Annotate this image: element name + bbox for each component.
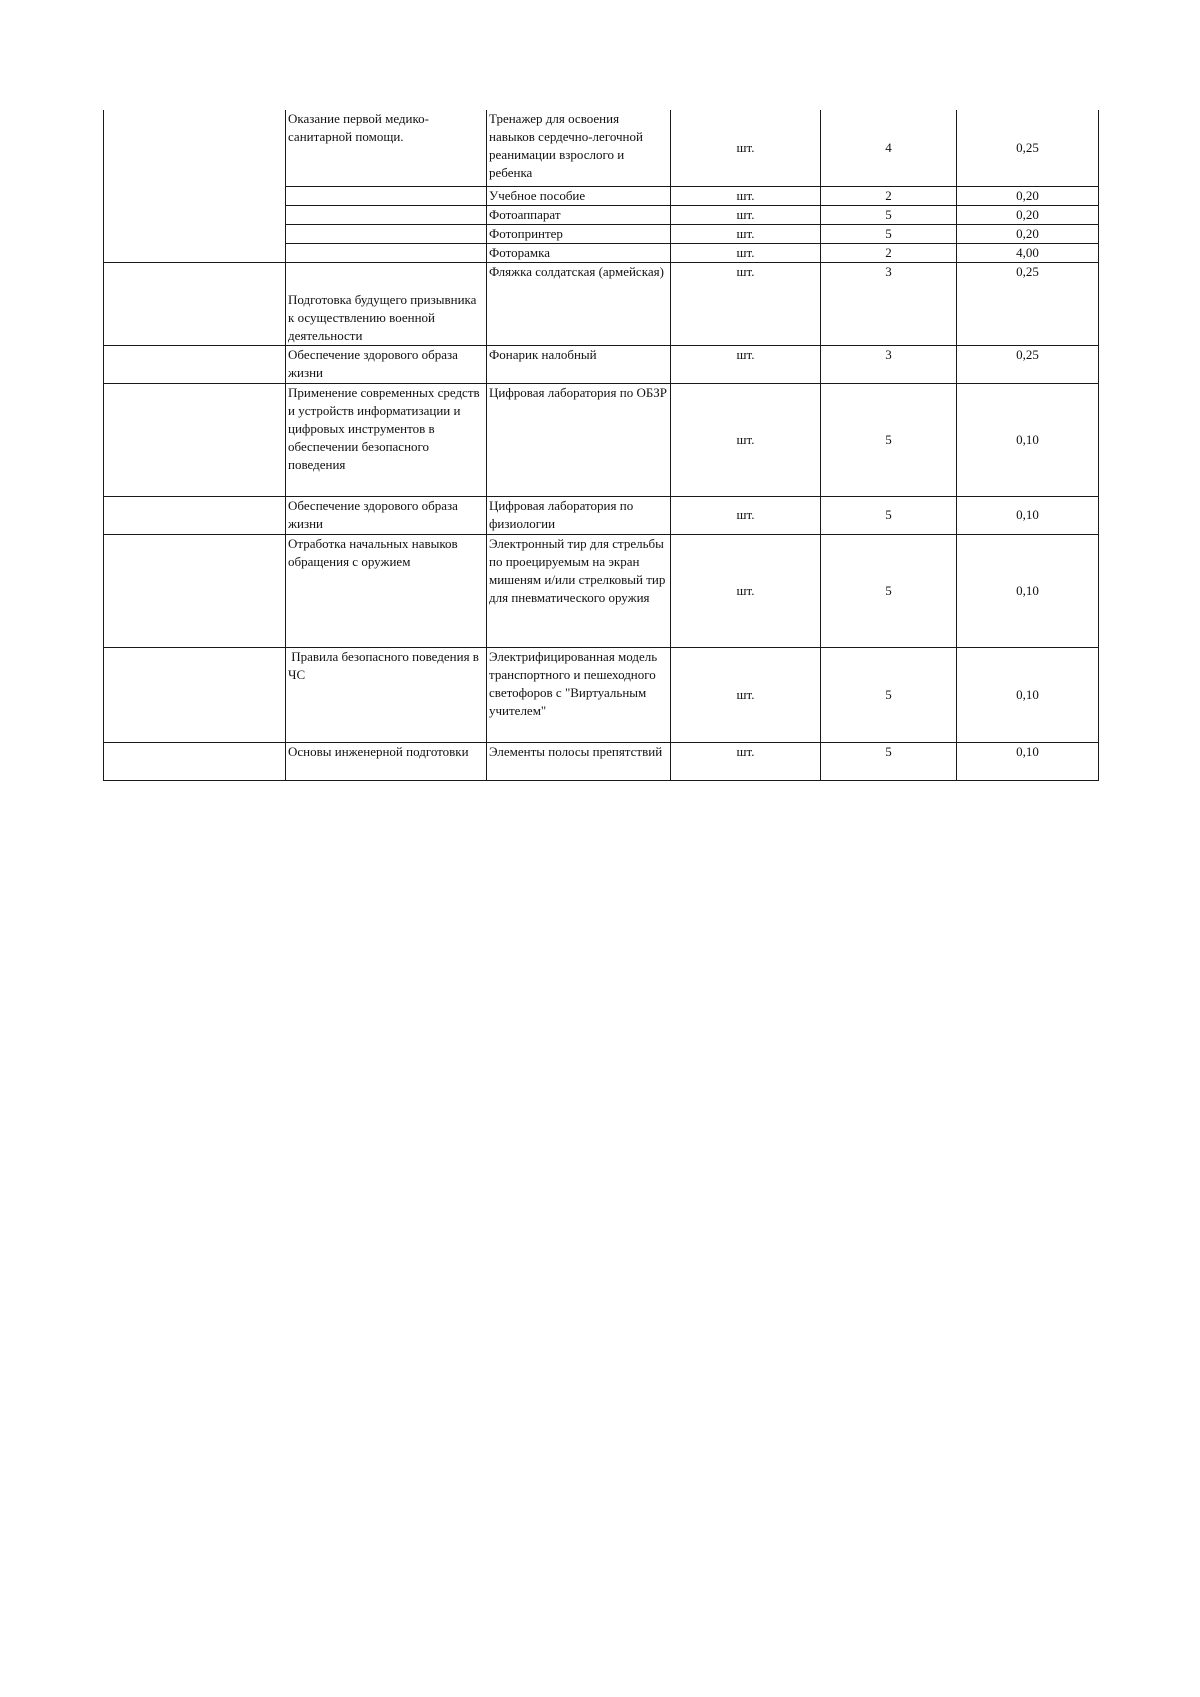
unit-cell: шт. (671, 205, 821, 224)
empty-cell (104, 647, 286, 742)
item-cell: Тренажер для освоения навыков сердечно-легочной реанимации взрослого и ребенка (487, 110, 671, 186)
qty-cell: 5 (821, 383, 957, 496)
topic-cell: Отработка начальных навыков обращения с оружием (286, 534, 487, 647)
unit-cell: шт. (671, 647, 821, 742)
table-row (104, 534, 1099, 647)
unit-cell: шт. (671, 345, 821, 383)
qty-cell: 5 (821, 647, 957, 742)
coef-cell: 0,25 (957, 262, 1099, 345)
item-cell: Цифровая лаборатория по физиологии (487, 496, 671, 534)
empty-cell (104, 496, 286, 534)
coef-cell: 0,25 (957, 110, 1099, 186)
empty-cell (104, 534, 286, 647)
unit-cell: шт. (671, 186, 821, 205)
qty-cell: 3 (821, 262, 957, 345)
item-cell: Фотоаппарат (487, 205, 671, 224)
topic-cell: Обеспечение здорового образа жизни (286, 345, 487, 383)
unit-cell: шт. (671, 742, 821, 780)
item-cell: Электрифицированная модель транспортного и пешеходного светофоров с "Виртуальным учителем" (487, 647, 671, 742)
unit-cell: шт. (671, 110, 821, 186)
qty-cell: 3 (821, 345, 957, 383)
unit-cell: шт. (671, 262, 821, 345)
coef-cell: 0,10 (957, 383, 1099, 496)
item-cell: Фотопринтер (487, 224, 671, 243)
qty-cell: 4 (821, 110, 957, 186)
qty-cell: 5 (821, 205, 957, 224)
empty-cell (104, 742, 286, 780)
coef-cell: 0,20 (957, 186, 1099, 205)
coef-cell: 0,10 (957, 534, 1099, 647)
qty-cell: 5 (821, 742, 957, 780)
topic-cell (286, 205, 487, 224)
unit-cell: шт. (671, 383, 821, 496)
item-cell: Фляжка солдатская (армейская) (487, 262, 671, 345)
coef-cell: 0,20 (957, 205, 1099, 224)
qty-cell: 5 (821, 496, 957, 534)
topic-cell: Обеспечение здорового образа жизни (286, 496, 487, 534)
topic-cell: Подготовка будущего призывника к осуществлению военной деятельности (286, 262, 487, 345)
unit-cell: шт. (671, 534, 821, 647)
item-cell: Учебное пособие (487, 186, 671, 205)
empty-cell (104, 110, 286, 262)
table-row (104, 345, 1099, 383)
coef-cell: 0,20 (957, 224, 1099, 243)
unit-cell: шт. (671, 243, 821, 262)
item-cell: Фоторамка (487, 243, 671, 262)
coef-cell: 4,00 (957, 243, 1099, 262)
topic-cell: Применение современных средств и устройств информатизации и цифровых инструментов в обеспечении безопасного поведения (286, 383, 487, 496)
unit-cell: шт. (671, 496, 821, 534)
qty-cell: 5 (821, 534, 957, 647)
qty-cell: 2 (821, 243, 957, 262)
qty-cell: 2 (821, 186, 957, 205)
topic-cell (286, 243, 487, 262)
empty-cell (104, 383, 286, 496)
coef-cell: 0,10 (957, 496, 1099, 534)
table-row (104, 383, 1099, 496)
item-cell: Элементы полосы препятствий (487, 742, 671, 780)
topic-cell: Оказание первой медико-санитарной помощи. (286, 110, 487, 186)
coef-cell: 0,10 (957, 647, 1099, 742)
topic-cell: Правила безопасного поведения в ЧС (286, 647, 487, 742)
coef-cell: 0,25 (957, 345, 1099, 383)
topic-cell: Основы инженерной подготовки (286, 742, 487, 780)
empty-cell (104, 345, 286, 383)
table-row (104, 496, 1099, 534)
equipment-table (103, 110, 1099, 781)
topic-cell (286, 186, 487, 205)
coef-cell: 0,10 (957, 742, 1099, 780)
qty-cell: 5 (821, 224, 957, 243)
empty-cell (104, 262, 286, 345)
table-row (104, 742, 1099, 780)
table-row (104, 647, 1099, 742)
unit-cell: шт. (671, 224, 821, 243)
item-cell: Фонарик налобный (487, 345, 671, 383)
table-row (104, 110, 1099, 186)
item-cell: Цифровая лаборатория по ОБЗР (487, 383, 671, 496)
topic-cell (286, 224, 487, 243)
table-row (104, 262, 1099, 345)
item-cell: Электронный тир для стрельбы по проецируемым на экран мишеням и/или стрелковый тир для пневматического оружия (487, 534, 671, 647)
